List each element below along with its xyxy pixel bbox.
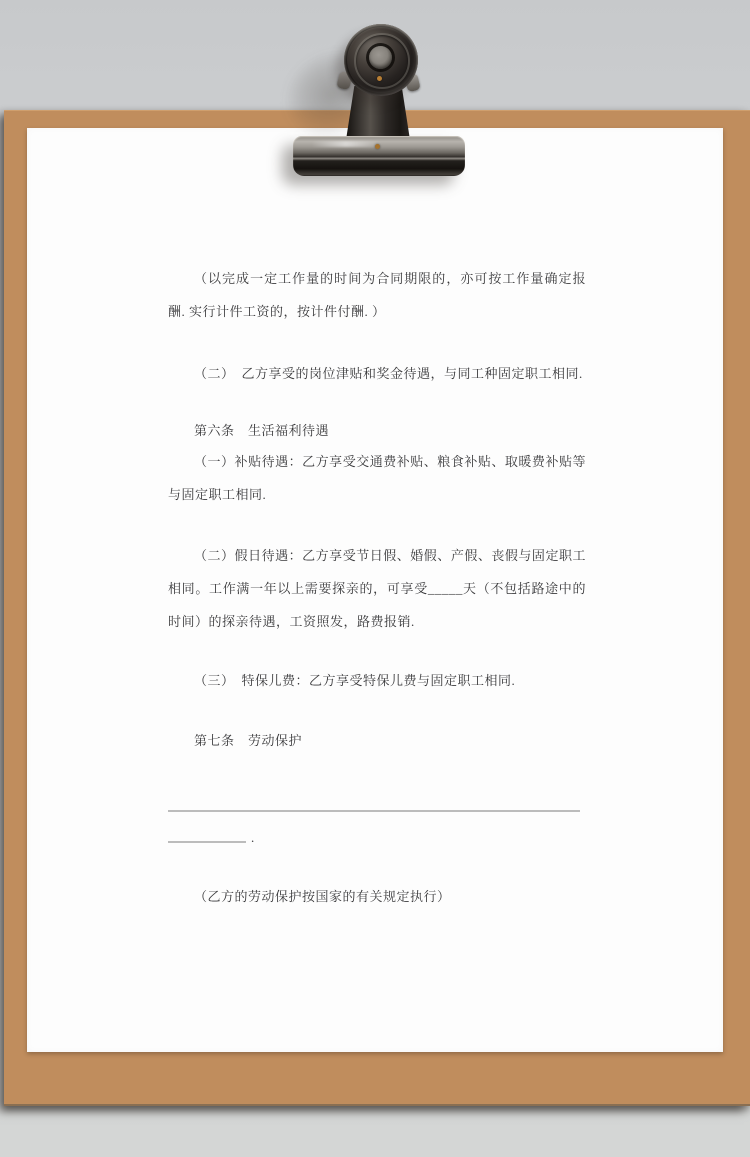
paragraph-allowance-item-2: （二） 乙方享受的岗位津贴和奖金待遇，与同工种固定职工相同. [194, 366, 583, 381]
blank-line-long [168, 810, 580, 812]
blank-line-period: . [251, 830, 255, 845]
heading-article-6: 第六条 生活福利待遇 [194, 423, 330, 438]
heading-article-7: 第七条 劳动保护 [194, 733, 303, 748]
paragraph-piecework-pay: （以完成一定工作量的时间为合同期限的，亦可按工作量确定报酬. 实行计件工资的，按计件付酬. ） [168, 271, 586, 319]
paper-sheet [27, 128, 723, 1052]
paragraph-subsidy: （一）补贴待遇：乙方享受交通费补贴、粮食补贴、取暖费补贴等与固定职工相同. [168, 454, 586, 502]
blank-line-short [168, 841, 246, 843]
paragraph-special-care-fee: （三） 特保儿费：乙方享受特保儿费与固定职工相同. [194, 673, 516, 688]
paragraph-holiday-benefits: （二）假日待遇：乙方享受节日假、婚假、产假、丧假与固定职工相同。工作满一年以上需要探亲的，可享受_____天（不包括路途中的时间）的探亲待遇，工资照发，路费报销. [168, 548, 586, 629]
paragraph-protection-note: （乙方的劳动保护按国家的有关规定执行） [194, 889, 451, 904]
